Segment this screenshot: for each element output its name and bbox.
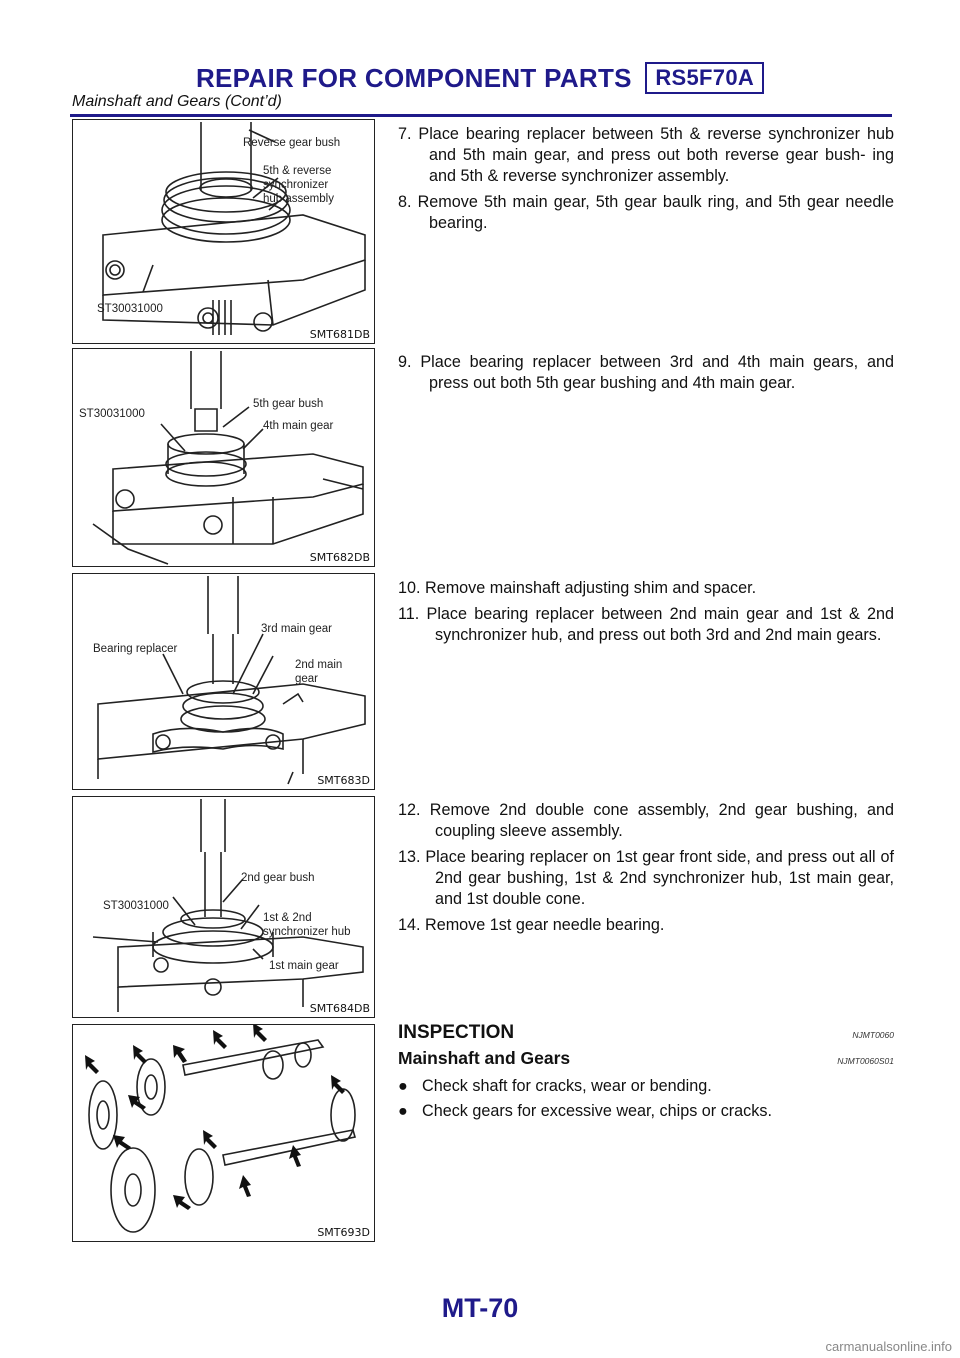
label-2nd-gear-bush: 2nd gear bush [241,872,315,884]
bullet-icon: ● [398,1102,408,1120]
figure-caption: SMT681DB [309,328,370,341]
mainshaft-heading: Mainshaft and Gears [398,1048,571,1068]
figure-caption: SMT683D [317,774,370,787]
label-hub-assembly: hub assembly [263,193,334,205]
step-10: 10. Remove mainshaft adjusting shim and spacer. [398,579,757,597]
step-14: 14. Remove 1st gear needle bearing. [398,916,665,934]
label-5th-reverse: 5th & reverse [263,165,332,177]
steps-section-3 [398,578,894,651]
label-bearing-replacer: Bearing replacer [93,643,178,655]
illustration-mainshaft-gear-inspection [73,1025,374,1241]
label-tool-number: ST30031000 [97,303,163,315]
bullet-item [398,1076,894,1097]
page-number: MT-70 [441,1293,519,1323]
bullet-item [398,1101,894,1122]
figure-smt693d [72,1024,375,1242]
illustration-3rd-2nd-gear-press [73,574,374,789]
figure-smt682db [72,348,375,567]
steps-section-4 [398,800,894,941]
figure-smt684db [72,796,375,1018]
inspection-ref: NJMT0060 [852,1030,894,1040]
label-1st-main-gear: 1st main gear [269,960,339,972]
model-badge: RS5F70A [645,62,764,94]
label-reverse-gear-bush: Reverse gear bush [243,137,341,149]
inspection-heading: INSPECTION [398,1022,515,1043]
watermark: carmanualsonline.info [825,1339,952,1354]
bullet-icon: ● [398,1077,408,1095]
page-header [0,62,960,94]
label-tool-number: ST30031000 [103,900,169,912]
inspection-section [398,1022,894,1122]
figure-caption: SMT682DB [309,551,370,564]
mainshaft-heading-row [398,1048,894,1072]
step-9: 9. Place bearing replacer between 3rd and 4th main gears, and press out both 5th gear bushing and 4th main gear. [398,353,894,392]
illustration-5th-gear-bush-press [73,349,374,566]
step-13: 13. Place bearing replacer on 1st gear front side, and press out all of 2nd gear bushing, 1st & 2nd synchronizer hub, 1st main gear, and 1st double cone. [398,848,894,908]
label-tool-number: ST30031000 [79,408,145,420]
step-7: 7. Place bearing replacer between 5th & reverse synchronizer hub and 5th main gear, and press out both reverse gear bush- ing and 5th & reverse synchronizer assembly. [398,125,894,185]
label-3rd-main-gear: 3rd main gear [261,623,332,635]
bullet-text: Check shaft for cracks, wear or bending. [422,1077,712,1095]
label-2nd-main: 2nd main [295,659,343,671]
step-8: 8. Remove 5th main gear, 5th gear baulk ring, and 5th gear needle bearing. [398,193,894,232]
step-11: 11. Place bearing replacer between 2nd main gear and 1st & 2nd synchronizer hub, and press out both 3rd and 2nd main gears. [398,605,894,644]
header-rule [70,114,892,117]
steps-section-1 [398,124,894,239]
label-synchronizer: synchronizer [263,179,329,191]
label-1st-2nd: 1st & 2nd [263,912,312,924]
section-subtitle: Mainshaft and Gears (Cont’d) [72,93,282,110]
label-gear: gear [295,673,319,685]
label-synchronizer-hub: synchronizer hub [263,926,351,938]
mainshaft-ref: NJMT0060S01 [837,1056,894,1066]
label-5th-gear-bush: 5th gear bush [253,398,324,410]
figure-caption: SMT693D [317,1226,370,1239]
figure-smt683d [72,573,375,790]
bullet-text: Check gears for excessive wear, chips or cracks. [422,1102,772,1120]
inspection-heading-row [398,1022,894,1046]
header-title: REPAIR FOR COMPONENT PARTS [195,63,632,93]
label-4th-main-gear: 4th main gear [263,420,334,432]
figure-caption: SMT684DB [309,1002,370,1015]
steps-section-2 [398,352,894,399]
figure-smt681db [72,119,375,344]
step-12: 12. Remove 2nd double cone assembly, 2nd gear bushing, and coupling sleeve assembly. [398,801,894,840]
